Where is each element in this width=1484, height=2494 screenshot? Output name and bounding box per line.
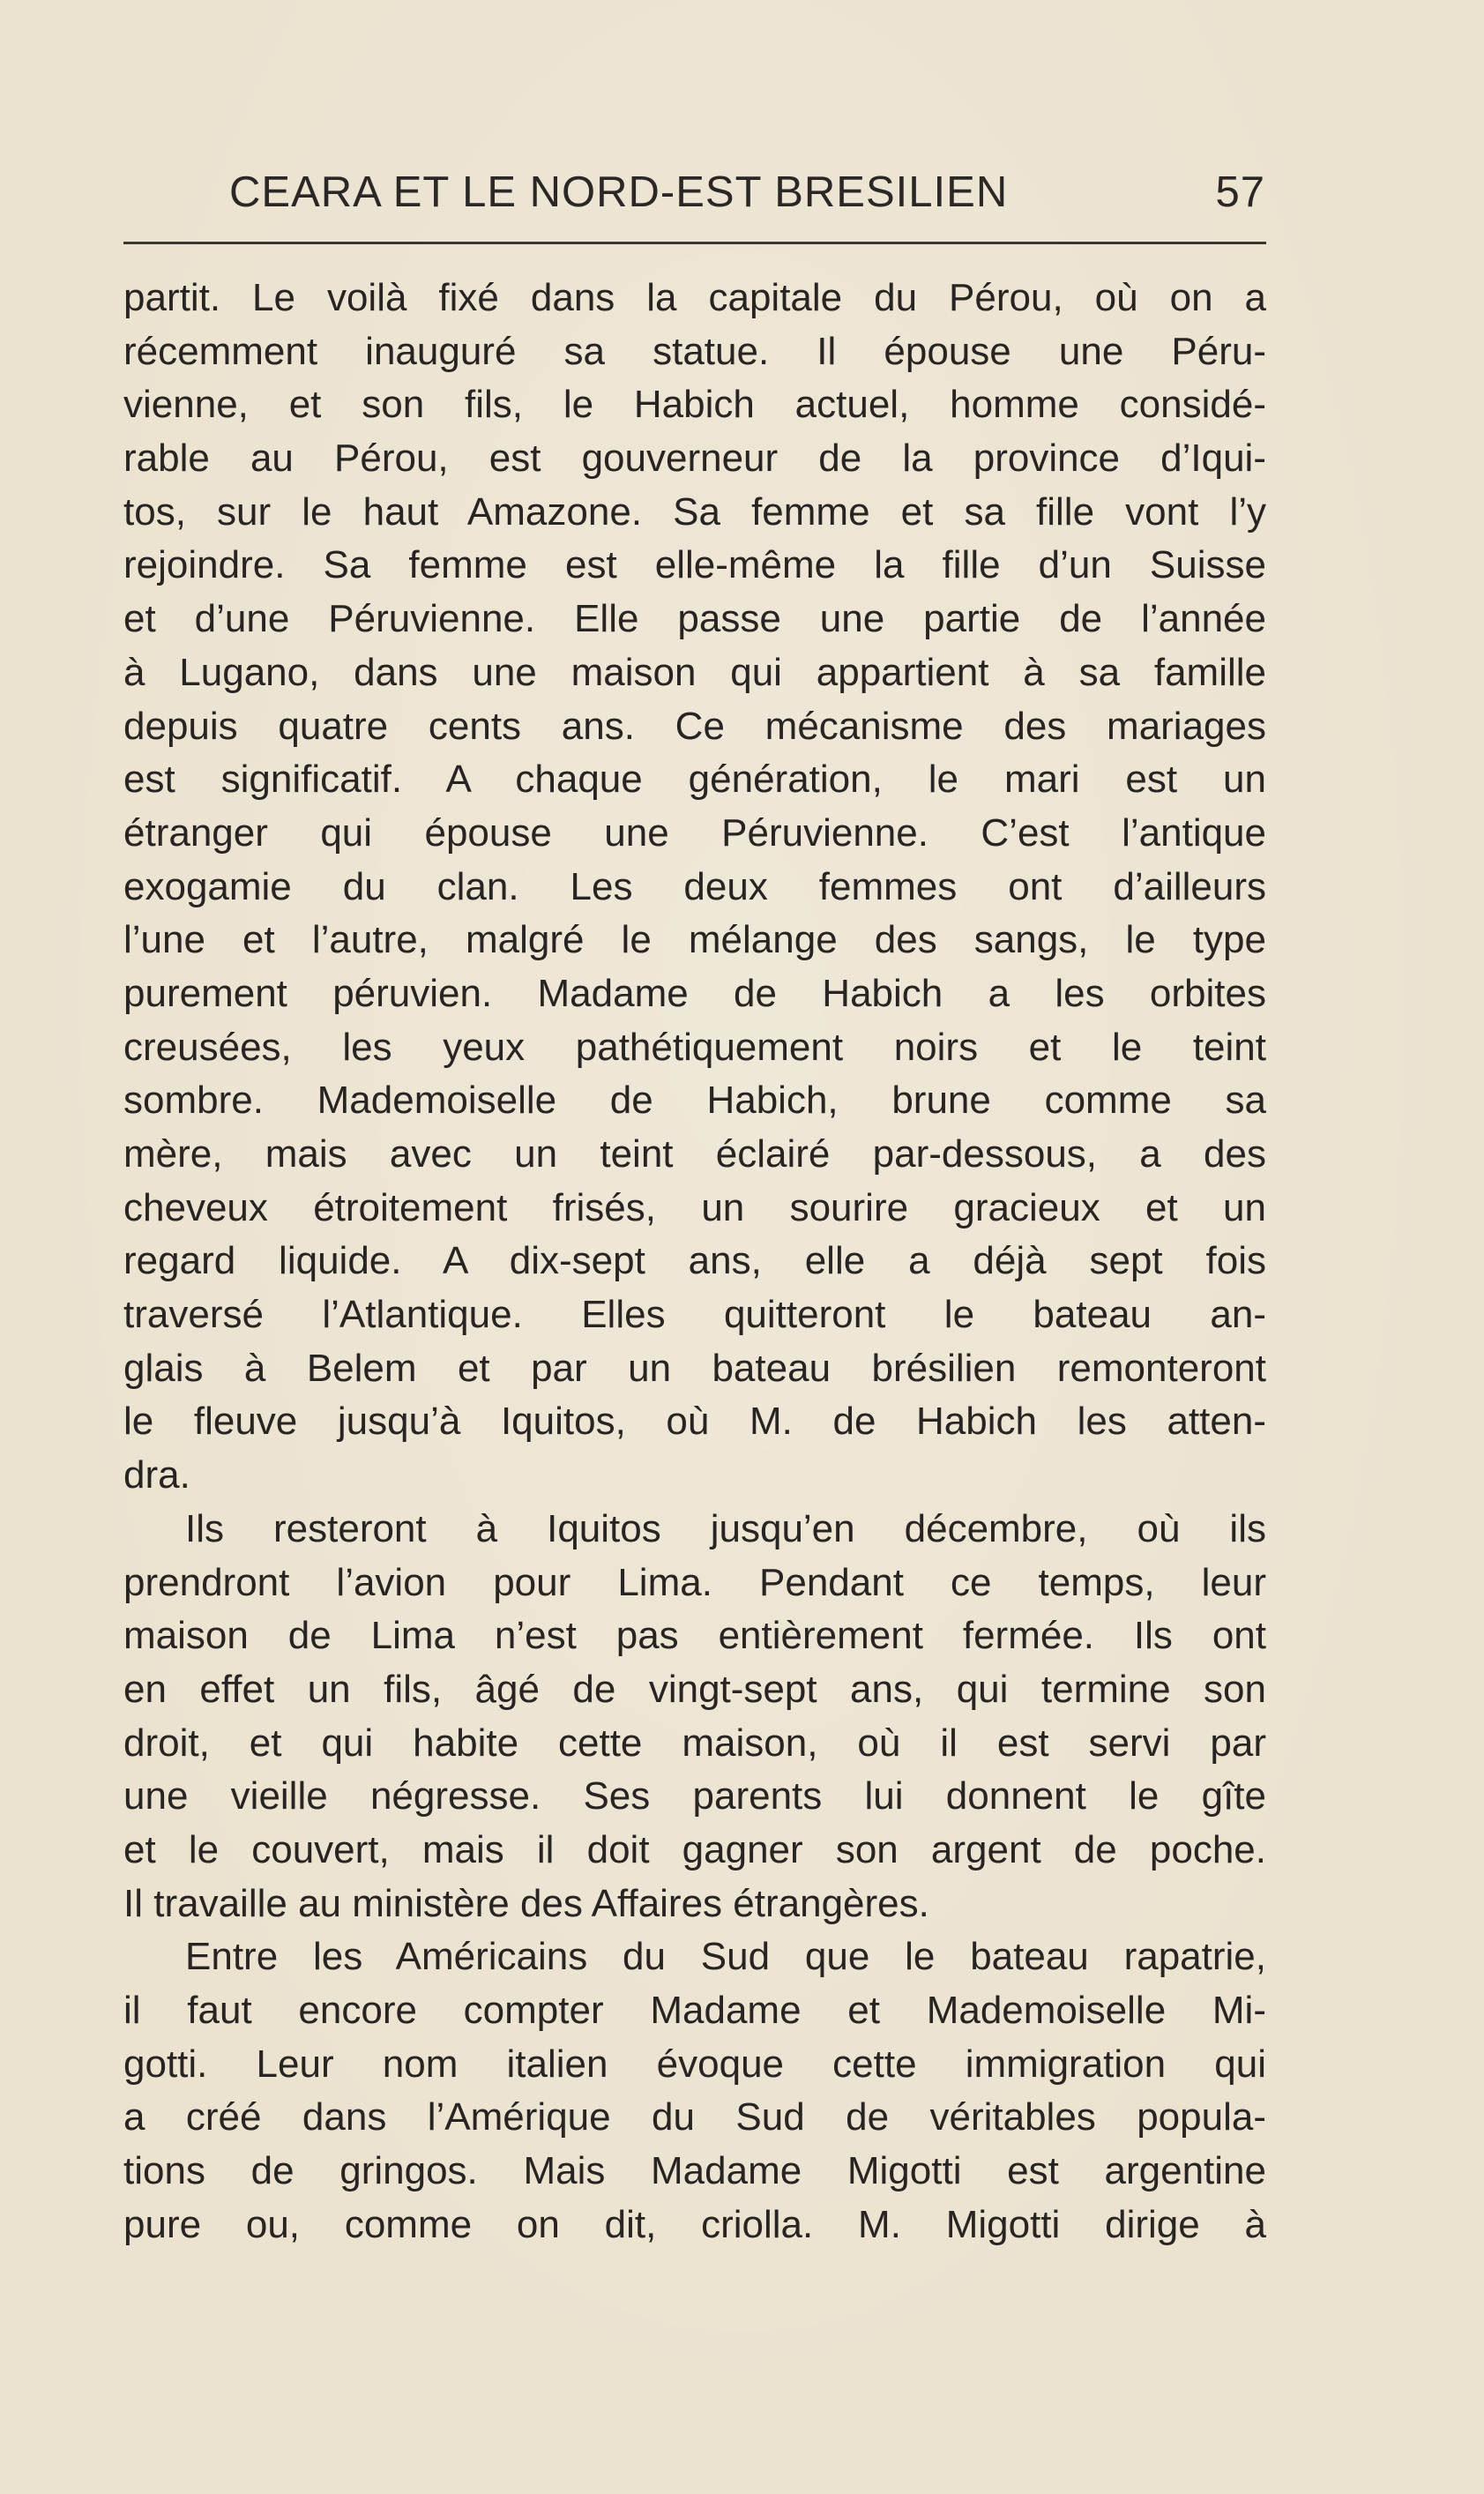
text-line: pure ou, comme on dit, criolla. M. Migotti dirige à bbox=[123, 2202, 1266, 2246]
text-line: cheveux étroitement frisés, un sourire gracieux et un bbox=[123, 1185, 1266, 1229]
text-line: depuis quatre cents ans. Ce mécanisme des mariages bbox=[123, 704, 1266, 748]
text-line: traversé l’Atlantique. Elles quitteront le bateau an- bbox=[123, 1293, 1266, 1337]
paragraph-start-line: Entre les Américains du Sud que le bateau rapatrie, bbox=[185, 1935, 1266, 1979]
paragraph-start-line: Ils resteront à Iquitos jusqu’en décembre, où ils bbox=[185, 1506, 1266, 1550]
text-line: creusées, les yeux pathétiquement noirs et le teint bbox=[123, 1025, 1266, 1069]
text-line: le fleuve jusqu’à Iquitos, où M. de Habich les atten- bbox=[123, 1400, 1266, 1444]
text-line: l’une et l’autre, malgré le mélange des sangs, le type bbox=[123, 918, 1266, 962]
text-line: maison de Lima n’est pas entièrement fermée. Ils ont bbox=[123, 1614, 1266, 1658]
text-line: tions de gringos. Mais Madame Migotti est argentine bbox=[123, 2149, 1266, 2193]
text-line: tos, sur le haut Amazone. Sa femme et sa fille vont l’y bbox=[123, 489, 1266, 534]
text-line: et d’une Péruvienne. Elle passe une partie de l’année bbox=[123, 597, 1266, 641]
text-line: à Lugano, dans une maison qui appartient à sa famille bbox=[123, 650, 1266, 694]
body-text bbox=[123, 272, 1266, 2251]
paragraph-end-line: dra. bbox=[123, 1453, 190, 1497]
text-line: rable au Pérou, est gouverneur de la province d’Iqui- bbox=[123, 437, 1266, 481]
text-line: partit. Le voilà fixé dans la capitale du Pérou, où on a bbox=[123, 276, 1266, 319]
text-line: et le couvert, mais il doit gagner son argent de poche. bbox=[123, 1827, 1266, 1871]
page-number: 57 bbox=[1215, 168, 1265, 216]
text-line: sombre. Mademoiselle de Habich, brune comme sa bbox=[123, 1079, 1266, 1123]
text-line: droit, et qui habite cette maison, où il est servi par bbox=[123, 1721, 1266, 1765]
text-line: étranger qui épouse une Péruvienne. C’est l’antique bbox=[123, 810, 1266, 855]
text-line: il faut encore compter Madame et Mademoiselle Mi- bbox=[123, 1989, 1266, 2032]
text-line: en effet un fils, âgé de vingt-sept ans, qui termine son bbox=[123, 1667, 1266, 1711]
paragraph-end-line: Il travaille au ministère des Affaires étrangères. bbox=[123, 1881, 929, 1925]
text-line: regard liquide. A dix-sept ans, elle a déjà sept fois bbox=[123, 1239, 1266, 1283]
text-line: purement péruvien. Madame de Habich a les orbites bbox=[123, 971, 1266, 1015]
text-line: récemment inauguré sa statue. Il épouse une Péru- bbox=[123, 329, 1266, 373]
text-line: vienne, et son fils, le Habich actuel, homme considé- bbox=[123, 383, 1266, 427]
running-title: CEARA ET LE NORD-EST BRESILIEN bbox=[229, 168, 1009, 216]
text-line: une vieille négresse. Ses parents lui donnent le gîte bbox=[123, 1774, 1266, 1818]
text-line: prendront l’avion pour Lima. Pendant ce temps, leur bbox=[123, 1560, 1266, 1604]
header-rule bbox=[123, 242, 1266, 244]
text-line: rejoindre. Sa femme est elle-même la fille d’un Suisse bbox=[123, 543, 1266, 587]
text-line: exogamie du clan. Les deux femmes ont d’ailleurs bbox=[123, 864, 1266, 908]
text-line: glais à Belem et par un bateau brésilien remonteront bbox=[123, 1346, 1266, 1390]
text-line: mère, mais avec un teint éclairé par-dessous, a des bbox=[123, 1132, 1266, 1176]
running-head bbox=[229, 166, 1265, 228]
text-line: gotti. Leur nom italien évoque cette immigration qui bbox=[123, 2042, 1266, 2086]
text-line: a créé dans l’Amérique du Sud de véritables popula- bbox=[123, 2095, 1266, 2139]
text-line: est significatif. A chaque génération, le mari est un bbox=[123, 758, 1266, 802]
